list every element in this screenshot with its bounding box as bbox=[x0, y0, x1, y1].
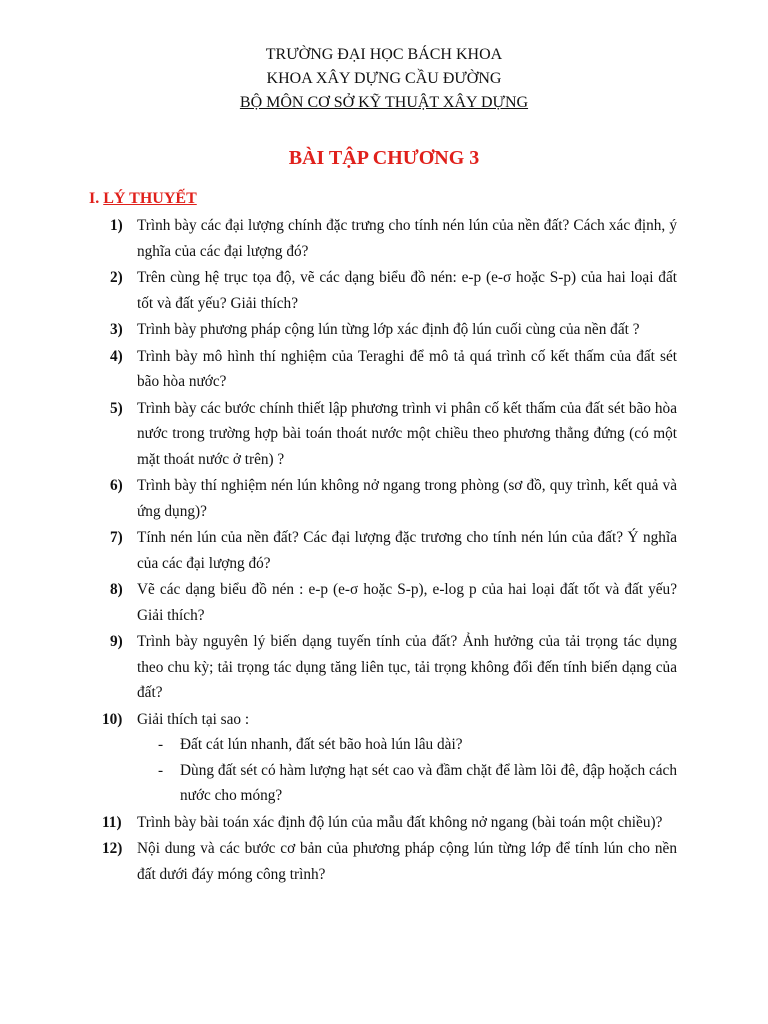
sub-item-list bbox=[137, 732, 677, 809]
sub-item bbox=[158, 758, 677, 809]
department-name: BỘ MÔN CƠ SỞ KỸ THUẬT XÂY DỰNG bbox=[239, 94, 529, 111]
question-number: 3) bbox=[110, 321, 123, 338]
question-number: 5) bbox=[110, 399, 123, 417]
question-number: 11) bbox=[102, 813, 122, 831]
question-item bbox=[110, 525, 677, 576]
question-number: 8) bbox=[110, 581, 123, 598]
question-item bbox=[110, 396, 677, 473]
question-text: Trình bày thí nghiệm nén lún không nở ngang trong phòng (sơ đồ, quy trình, kết quả và ứng dụng)? bbox=[137, 477, 677, 520]
question-item bbox=[102, 810, 677, 836]
question-number: 6) bbox=[110, 477, 123, 494]
question-text: Vẽ các dạng biểu đồ nén : e-p (e-σ hoặc S-p), e-log p của hai loại đất tốt và đất yếu? Giải thích? bbox=[137, 581, 677, 624]
question-item bbox=[110, 629, 677, 706]
section-label: LÝ THUYẾT bbox=[103, 190, 197, 207]
faculty-name: KHOA XÂY DỰNG CẦU ĐƯỜNG bbox=[266, 70, 502, 87]
question-text: Trình bày phương pháp cộng lún từng lớp xác định độ lún cuối cùng của nền đất ? bbox=[137, 321, 640, 338]
question-item bbox=[110, 577, 677, 628]
question-item bbox=[102, 707, 677, 809]
question-number: 12) bbox=[102, 840, 123, 857]
question-text: Trình bày nguyên lý biến dạng tuyến tính của đất? Ảnh hưởng của tải trọng tác dụng theo chu kỳ; tải trọng tác dụng tăng liên tục, tải trọng không đổi đến tính biến dạng của đất? bbox=[137, 633, 677, 701]
section-prefix: I. bbox=[89, 190, 104, 207]
dash-bullet: - bbox=[158, 761, 164, 779]
question-text: Trình bày các đại lượng chính đặc trưng cho tính nén lún của nền đất? Cách xác định, ý nghĩa của các đại lượng đó? bbox=[137, 217, 677, 260]
question-item bbox=[110, 344, 677, 395]
question-text: Trên cùng hệ trục tọa độ, vẽ các dạng biểu đồ nén: e-p (e-σ hoặc S-p) của hai loại đất tốt và đất yếu? Giải thích? bbox=[137, 269, 677, 312]
question-item bbox=[102, 836, 677, 887]
question-number: 2) bbox=[110, 269, 123, 286]
question-text: Trình bày các bước chính thiết lập phương trình vi phân cố kết thấm của đất sét bão hòa nước trong trường hợp bài toán thoát nước một chiều theo phương thẳng đứng (có một mặt thoát nước ở trên) ? bbox=[137, 399, 677, 468]
sub-item bbox=[158, 732, 677, 758]
document-header bbox=[0, 43, 768, 115]
sub-item-text: Dùng đất sét có hàm lượng hạt sét cao và đầm chặt để làm lõi đê, đập hoặch cách nước cho móng? bbox=[180, 761, 677, 804]
question-number: 1) bbox=[110, 217, 123, 234]
question-number: 7) bbox=[110, 529, 123, 546]
question-item bbox=[110, 473, 677, 524]
section-heading bbox=[89, 187, 768, 211]
question-text: Trình bày mô hình thí nghiệm của Teraghi để mô tả quá trình cố kết thấm của đất sét bão hòa nước? bbox=[137, 347, 677, 390]
question-item bbox=[110, 213, 677, 264]
dash-bullet: - bbox=[158, 736, 164, 753]
question-list bbox=[0, 213, 768, 887]
page-title: BÀI TẬP CHƯƠNG 3 bbox=[288, 147, 480, 169]
question-number: 10) bbox=[102, 710, 123, 728]
sub-item-text: Đất cát lún nhanh, đất sét bão hoà lún lâu dài? bbox=[180, 736, 463, 753]
question-number: 9) bbox=[110, 633, 123, 650]
university-name: TRƯỜNG ĐẠI HỌC BÁCH KHOA bbox=[265, 46, 503, 63]
question-number: 4) bbox=[110, 347, 123, 365]
question-text: Trình bày bài toán xác định độ lún của mẫu đất không nở ngang (bài toán một chiều)? bbox=[137, 813, 663, 831]
question-text: Tính nén lún của nền đất? Các đại lượng đặc trương cho tính nén lún của đất? Ý nghĩa của các đại lượng đó? bbox=[137, 529, 677, 572]
question-text: Nội dung và các bước cơ bản của phương pháp cộng lún từng lớp để tính lún cho nền đất dưới đáy móng công trình? bbox=[137, 840, 677, 883]
question-item bbox=[110, 317, 677, 343]
question-item bbox=[110, 265, 677, 316]
question-text: Giải thích tại sao : bbox=[137, 710, 250, 728]
